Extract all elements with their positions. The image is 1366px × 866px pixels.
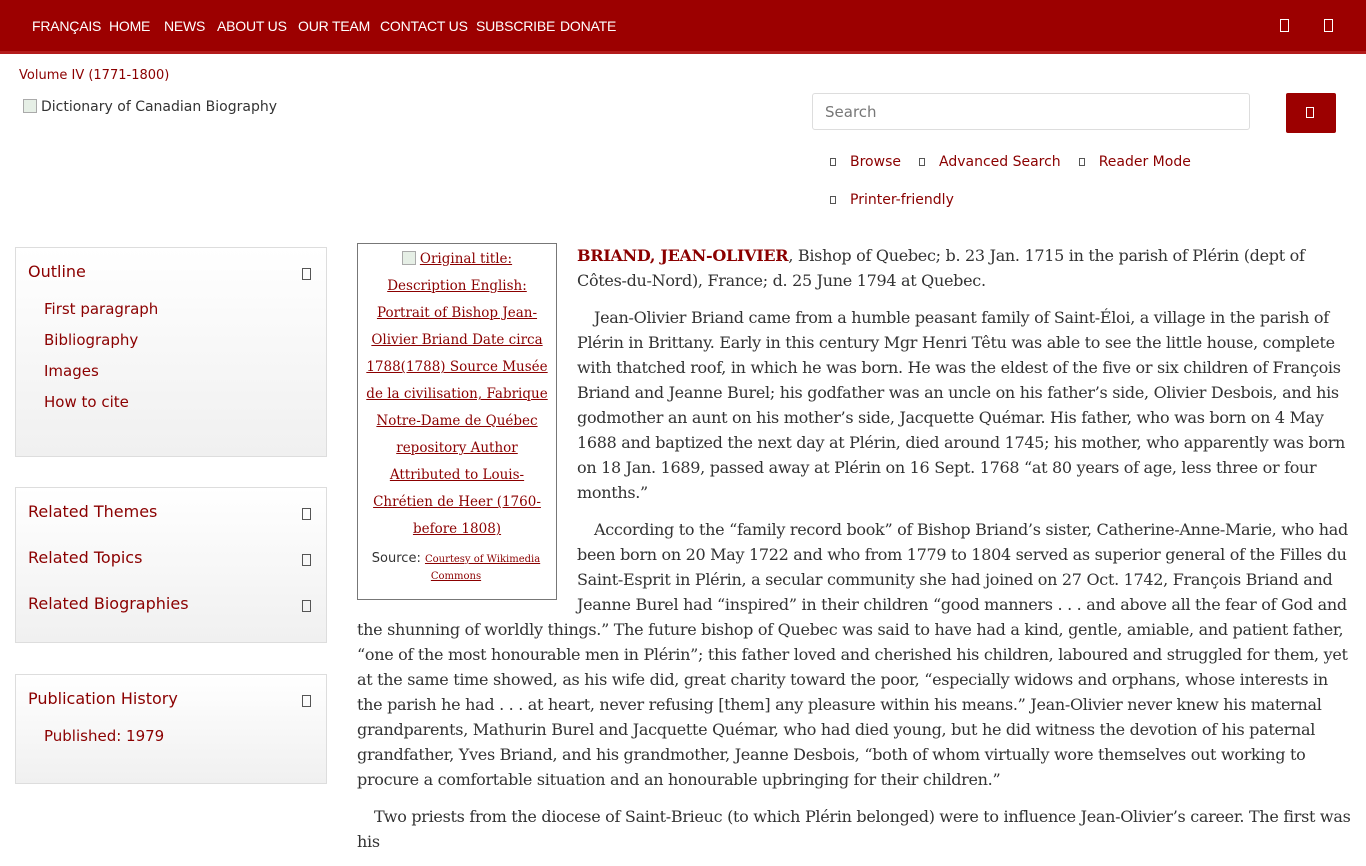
figure-caption: Original title: Description English: Portrait of Bishop Jean-Olivier Briand Date circa 1788(1788) Source Musée de la civilisation, Fabrique Notre-Dame de Québec repository Author Attributed to Louis-Chrétien de Heer (1760-before 1808) — [366, 251, 548, 537]
search-icon — [1306, 107, 1314, 118]
expand-icon[interactable] — [302, 554, 311, 566]
outline-first-paragraph[interactable]: First paragraph — [44, 300, 159, 318]
expand-icon[interactable] — [302, 695, 311, 707]
browse-icon — [830, 158, 836, 166]
advanced-search-link[interactable] — [919, 153, 1061, 171]
expand-icon[interactable] — [302, 268, 311, 280]
nav-about-us[interactable]: ABOUT US — [217, 18, 287, 34]
twitter-icon[interactable] — [1324, 19, 1333, 32]
outline-bibliography[interactable]: Bibliography — [44, 331, 139, 349]
reader-mode-label: Reader Mode — [1098, 154, 1191, 170]
outline-title: Outline — [28, 262, 86, 281]
paragraph: Two priests from the diocese of Saint-Brieuc (to which Plérin belonged) were to influence Jean-Olivier’s career. The first was his — [357, 807, 1351, 851]
reader-mode-icon — [1079, 158, 1085, 166]
outline-images[interactable]: Images — [44, 362, 99, 380]
browse-label: Browse — [850, 154, 901, 170]
page-tools — [830, 153, 1350, 209]
portrait-image-link[interactable] — [358, 244, 556, 545]
related-biographies-label: Related Biographies — [28, 594, 189, 613]
nav-news[interactable]: NEWS — [164, 18, 206, 34]
reader-mode-link[interactable] — [1079, 153, 1191, 171]
advanced-search-label: Advanced Search — [938, 154, 1061, 170]
site-logo[interactable] — [23, 99, 277, 115]
related-themes-label: Related Themes — [28, 502, 158, 521]
paragraph: According to the “family record book” of Bishop Briand’s sister, Catherine-Anne-Marie, who had been born on 20 May 1722 and who from 1779 to 1804 served as superior general of the Filles du Saint-Esprit in Plérin, a secular community she had joined on 27 Oct. 1742, François Briand and Jeanne Burel had “inspired” in their children “good manners . . . and above all the fear of God and the shunning of worldly things.” The future bishop of Quebec was said to have had a kind, gentle, amiable, and patient father, “one of the most honourable men in Plérin”; this father loved and cherished his children, laboured and struggled for them, yet at the same time showed, as his wife did, great charity toward the poor, “especially widows and orphans, whose interests in the parish he had . . . at heart, never refusing [them] any pleasure within his means.” Jean-Olivier never knew his maternal grandparents, Mathurin Burel and Jacquette Quémar, who had died young, but he did witness the devotion of his paternal grandfather, Yves Briand, and his grandmother, Jeanne Desbois, “both of whom virtually wore themselves out working to procure a comfortable situation and an honourable upbringing for their children.” — [357, 520, 1348, 789]
broken-image-icon — [23, 99, 37, 113]
portrait-figure — [357, 243, 557, 600]
intro-text: , Bishop of Quebec; b. 23 Jan. 1715 in the parish of Plérin (dept of Côtes-du-Nord), France; d. 25 June 1794 at Quebec. — [577, 246, 1305, 290]
source-label: Source: — [371, 551, 421, 566]
related-panel — [15, 487, 327, 643]
publication-header[interactable] — [16, 675, 326, 721]
figure-source — [358, 551, 556, 585]
outline-how-to-cite[interactable]: How to cite — [44, 393, 129, 411]
top-navigation — [0, 0, 1366, 54]
search-button[interactable] — [1286, 93, 1336, 133]
nav-contact-us[interactable]: CONTACT US — [380, 18, 468, 34]
related-biographies[interactable] — [16, 580, 326, 626]
expand-icon[interactable] — [302, 508, 311, 520]
related-topics[interactable] — [16, 534, 326, 580]
advanced-search-icon — [919, 158, 925, 166]
nav-subscribe[interactable]: SUBSCRIBE — [476, 18, 556, 34]
facebook-icon[interactable] — [1280, 19, 1289, 32]
nav-home[interactable]: HOME — [109, 18, 151, 34]
printer-icon — [830, 196, 836, 204]
volume-link[interactable]: Volume IV (1771-1800) — [19, 68, 170, 83]
logo-alt-text: Dictionary of Canadian Biography — [41, 99, 278, 115]
related-topics-label: Related Topics — [28, 548, 143, 567]
outline-panel — [15, 247, 327, 457]
printer-friendly-label: Printer-friendly — [850, 192, 954, 208]
nav-francais[interactable]: FRANÇAIS — [32, 18, 102, 34]
wikimedia-link[interactable]: Courtesy of Wikimedia Commons — [424, 554, 541, 582]
published-date: Published: 1979 — [44, 727, 165, 745]
paragraph: Jean-Olivier Briand came from a humble peasant family of Saint-Éloi, a village in the parish of Plérin in Brittany. Early in this century Mgr Henri Têtu was able to see the little house, complete with thatched roof, in which he was born. He was the eldest of the five or six children of François Briand and Jeanne Burel; his godfather was an uncle on his father’s side, Olivier Desbois, and his godmother an aunt on his mother’s side, Jacquette Quémar. His father, who was born on 4 May 1688 and baptized the next day at Plérin, died around 1745; his mother, who apparently was born on 18 Jan. 1689, passed away at Plérin on 16 Sept. 1768 “at 80 years of age, less three or four months.” — [577, 308, 1346, 502]
search-input[interactable] — [812, 93, 1250, 130]
publication-title: Publication History — [28, 689, 178, 708]
browse-link[interactable] — [830, 153, 901, 171]
biography-article — [357, 243, 1353, 866]
outline-header[interactable] — [16, 248, 326, 294]
broken-image-icon — [402, 251, 416, 265]
printer-friendly-link[interactable] — [830, 191, 1350, 209]
nav-donate[interactable]: DONATE — [560, 18, 617, 34]
expand-icon[interactable] — [302, 600, 311, 612]
subject-name: BRIAND, JEAN-OLIVIER — [577, 246, 789, 265]
nav-our-team[interactable]: OUR TEAM — [298, 18, 371, 34]
related-themes[interactable] — [16, 488, 326, 534]
